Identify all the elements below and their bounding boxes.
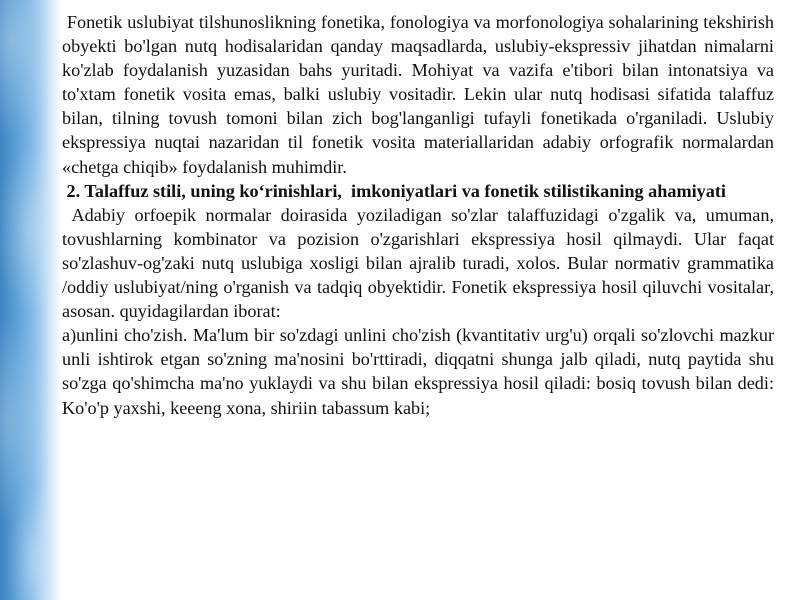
intro-paragraph: Fonetik uslubiyat tilshunoslikning fonetika, fonologiya va morfonologiya sohalarining tekshirish obyekti bo'lgan nutq hodisalaridan qanday maqsadlarda, uslubiy-ekspressiv jihatdan nimalarni ko'zlab foydalanish yuzasidan bahs yuritadi. Mohiyat va vazifa e'tibori bilan intonatsiya va to'xtam fonetik vosita emas, balki uslubiy vositadir. Lekin ular nutq hodisasi sifatida talaffuz bilan, tilning tovush tomoni bilan zich bog'langanligi tufayli fonetikada o'rganiladi. Uslubiy ekspressiya nuqtai nazaridan til fonetik vosita materiallaridan adabiy orfografik normalardan «chetga chiqib» foydalanish muhimdir. [62, 12, 779, 177]
section-heading: 2. Talaffuz stili, uning ko‘rinishlari, imkoniyatlari va fonetik stilistikaning ahamiyati [62, 180, 726, 201]
vowel-lengthening-paragraph: a)unlini cho'zish. Ma'lum bir so'zdagi unlini cho'zish (kvantitativ urg'u) orqali so'zlovchi mazkur unli ishtirok etgan so'zning ma'nosini bo'rttiradi, diqqatni shunga jalb qiladi, nutq paytida shu so'zga qo'shimcha ma'no yuklaydi va shu bilan ekspressiya hosil qiladi: bosiq tovush bilan dedi: Ko'o'p yaxshi, keeeng xona, shiriin tabassum kabi; [62, 325, 774, 418]
decorative-band-fade [48, 0, 62, 600]
decorative-side-band [0, 0, 48, 600]
slide-text-body [62, 10, 779, 420]
orthoepic-paragraph: Adabiy orfoepik normalar doirasida yoziladigan so'zlar talaffuzidagi o'zgalik va, umuman, tovushlarning kombinator va pozision o'zgarishlari ekspressiya hosil qilmaydi. Ular faqat so'zlashuv-og'zaki nutq uslubiga xosligi bilan ajralib turadi, xolos. Bular normativ grammatika /oddiy uslubiyat/ning o'rganish va tadqiq obyektidir. Fonetik ekspressiya hosil qiluvchi vositalar, asosan. quyidagilardan iborat: [62, 204, 779, 322]
